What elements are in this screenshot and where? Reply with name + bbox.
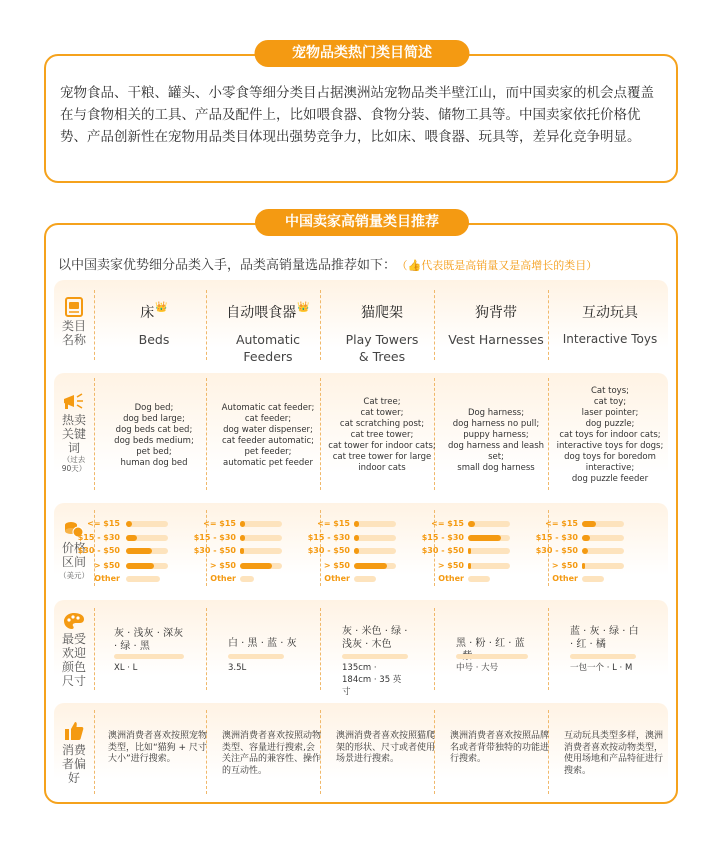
popular-colors: 白 · 黑 · 蓝 · 灰: [228, 638, 297, 649]
category-name-en: Interactive Toys: [562, 332, 658, 346]
keyword: dog bed large;: [123, 414, 185, 424]
category-name-en: Play Towers & Trees: [345, 332, 419, 364]
price-bar: [354, 535, 396, 541]
keyword: dog beds cat bed;: [115, 425, 193, 435]
price-bar: [126, 535, 168, 541]
crown-icon: 👑: [297, 302, 310, 313]
category-name-cn-text: 互动玩具: [582, 305, 638, 321]
divider: [434, 608, 435, 690]
keyword: interactive toys for dogs;: [556, 441, 664, 451]
price-bar: [240, 535, 282, 541]
price-bar-fill: [582, 535, 590, 541]
consumer-preference: 澳洲消费者喜欢按照猫爬架的形状、尺寸或者使用场景进行搜索。: [336, 731, 436, 764]
consumer-preference: 澳洲消费者喜欢按照动物类型、容量进行搜索,会关注产品的兼容性、操作的互动性。: [222, 731, 322, 776]
recommend-title: 中国卖家高销量类目推荐: [255, 209, 469, 236]
category-name-cn-text: 狗背带: [475, 305, 517, 321]
keyword: dog toys for boredom interactive;: [564, 452, 656, 473]
price-bar: [126, 576, 160, 582]
price-bar-fill: [582, 548, 588, 554]
divider: [320, 608, 321, 690]
price-bar: [582, 535, 624, 541]
price-range-text: > $50: [93, 561, 120, 570]
popular-colors: 黑 · 粉 · 红 · 蓝: [456, 638, 525, 649]
divider: [206, 608, 207, 690]
popular-colors: 灰 · 米色 · 绿 · 浅灰 · 木色: [342, 626, 408, 650]
keyword: dog harness and leash set;: [447, 441, 545, 462]
keyword: Dog bed;: [134, 403, 174, 413]
price-range-text: $15 - $30: [193, 533, 236, 542]
category-name-cn: [326, 302, 438, 322]
keyword: dog harness no pull;: [452, 419, 540, 429]
crown-icon: 👑: [155, 302, 168, 313]
hot-keywords: [326, 397, 438, 474]
price-range-text: Other: [324, 574, 350, 583]
price-range-text: Other: [438, 574, 464, 583]
hot-keywords: [98, 403, 210, 469]
keyword: puppy harness;: [463, 430, 529, 440]
keyword: cat toy;: [593, 397, 627, 407]
price-range-text: <= $15: [87, 519, 120, 528]
category-name-cn-text: 床: [140, 305, 155, 321]
price-range-text: > $50: [437, 561, 464, 570]
price-range-text: <= $15: [431, 519, 464, 528]
category-title: [98, 302, 210, 348]
keyword: dog water dispenser;: [223, 425, 313, 435]
popular-size: 135cm · 184cm · 35 英寸: [342, 663, 402, 697]
price-range-text: $30 - $50: [77, 546, 120, 555]
popular-size: 3.5L: [228, 663, 247, 673]
divider: [94, 290, 95, 360]
hot-keywords: [212, 403, 324, 469]
price-range-text: Other: [210, 574, 236, 583]
price-bar-fill: [354, 563, 387, 569]
megaphone-icon: [62, 393, 86, 411]
keyword: dog puzzle;: [585, 419, 635, 429]
size-divider: [456, 654, 528, 659]
category-title: [326, 302, 438, 365]
price-bar: [354, 563, 396, 569]
pref-label-text: 消费者偏好: [62, 743, 87, 785]
divider: [548, 608, 549, 690]
price-bar-fill: [240, 563, 272, 569]
size-divider: [342, 654, 408, 659]
keyword: Automatic cat feeder;: [221, 403, 315, 413]
price-bar-fill: [582, 521, 596, 527]
keyword: cat tree tower;: [350, 430, 414, 440]
price-range-text: $15 - $30: [307, 533, 350, 542]
keyword: cat feeder automatic;: [221, 436, 315, 446]
category-name-en: Vest Harnesses: [448, 332, 544, 347]
price-bar-fill: [468, 535, 501, 541]
lead-note: （👍代表既是高销量又是高增长的类目）: [402, 259, 598, 272]
overview-text: 宠物食品、干粮、罐头、小零食等细分类目占据澳洲站宠物品类半壁江山，而中国卖家的机会点覆盖在与食物相关的工具、产品及配件上，比如喂食器、食物分装、储物工具等。中国卖家依托价格优势、产品创新性在宠物用品类目体现出强势竞争力，比如床、喂食器、玩具等，差异化竞争明显。: [60, 85, 654, 145]
price-bar: [468, 576, 490, 582]
popular-size: 中号 · 大号: [456, 663, 499, 673]
price-bar-fill: [126, 563, 154, 569]
price-bar-fill: [354, 535, 359, 541]
keyword: cat tower;: [360, 408, 404, 418]
price-bar-fill: [468, 548, 471, 554]
price-bar-fill: [126, 535, 137, 541]
keyword: dog puzzle feeder: [571, 474, 649, 484]
price-bar-fill: [468, 521, 475, 527]
recommend-lead: [58, 254, 597, 273]
divider: [94, 710, 95, 794]
price-bar: [468, 535, 510, 541]
price-range-text: > $50: [209, 561, 236, 570]
price-bar: [354, 576, 376, 582]
keyword: cat toys for indoor cats;: [559, 430, 661, 440]
price-range-text: $15 - $30: [421, 533, 464, 542]
price-bar-fill: [582, 563, 585, 569]
price-bar: [582, 563, 624, 569]
price-bar: [240, 548, 282, 554]
pref-label: [55, 721, 93, 785]
keyword: pet feeder;: [244, 447, 292, 457]
price-label-text: 价格区间: [62, 541, 87, 569]
price-bar: [354, 548, 396, 554]
price-bar-fill: [126, 521, 132, 527]
price-range-text: Other: [552, 574, 578, 583]
size-divider: [570, 654, 636, 659]
document-icon: [65, 297, 83, 317]
keyword: laser pointer;: [581, 408, 639, 418]
keywords-label-sub: （过去90天）: [61, 455, 87, 473]
price-bar: [126, 563, 168, 569]
price-range-text: $30 - $50: [535, 546, 578, 555]
price-bar-fill: [354, 521, 359, 527]
consumer-preference: 澳洲消费者喜欢按照宠物类型，比如“猫狗 + 尺寸大小”进行搜索。: [108, 731, 208, 764]
price-bar-fill: [240, 548, 244, 554]
price-bar: [126, 521, 168, 527]
category-name-cn: [440, 302, 552, 322]
price-bar: [126, 548, 168, 554]
price-range-text: $30 - $50: [193, 546, 236, 555]
overview-title: 宠物品类热门类目简述: [255, 40, 470, 67]
price-range-text: $15 - $30: [535, 533, 578, 542]
price-bar: [468, 563, 510, 569]
price-range-text: > $50: [551, 561, 578, 570]
keyword: dog beds medium;: [114, 436, 194, 446]
category-name-cn: [98, 302, 210, 322]
category-name-cn: [212, 302, 324, 322]
price-bar: [240, 576, 254, 582]
price-range-text: $30 - $50: [307, 546, 350, 555]
size-divider: [114, 654, 184, 659]
price-bar: [582, 521, 624, 527]
popular-size: 一包一个 · L · M: [570, 663, 633, 673]
price-bar: [240, 563, 282, 569]
price-bar: [582, 548, 624, 554]
keyword: Cat tree;: [363, 397, 401, 407]
colors-label: [55, 612, 93, 688]
category-name-en: Automatic Feeders: [235, 332, 301, 364]
category-label: [55, 297, 93, 347]
category-title: [212, 302, 324, 365]
keyword: cat feeder;: [244, 414, 292, 424]
price-bar-fill: [240, 521, 245, 527]
divider: [94, 608, 95, 690]
keyword: Cat toys;: [590, 386, 630, 396]
price-range-text: <= $15: [203, 519, 236, 528]
price-bar: [354, 521, 396, 527]
price-range-text: <= $15: [545, 519, 578, 528]
category-name-cn: [554, 302, 666, 322]
price-bar: [468, 521, 510, 527]
palette-icon: [63, 612, 85, 630]
colors-label-text: 最受欢迎颜色尺寸: [62, 632, 87, 688]
keyword: pet bed;: [136, 447, 172, 457]
price-range-text: $30 - $50: [421, 546, 464, 555]
divider: [94, 378, 95, 490]
price-bar-fill: [468, 563, 471, 569]
keyword: cat tower for indoor cats;: [328, 441, 436, 451]
price-bar-fill: [240, 535, 245, 541]
keyword: human dog bed: [120, 458, 188, 468]
overview-section: [44, 54, 678, 183]
price-range-text: $15 - $30: [77, 533, 120, 542]
category-title: [554, 302, 666, 348]
category-title: [440, 302, 552, 348]
popular-colors: 蓝 · 灰 · 绿 · 白 · 红 · 橘: [570, 626, 639, 650]
consumer-preference: 澳洲消费者喜欢按照品牌名或者背带独特的功能进行搜索。: [450, 731, 550, 764]
price-range-text: <= $15: [317, 519, 350, 528]
lead-text: 以中国卖家优势细分品类入手，品类高销量选品推荐如下：: [58, 258, 397, 273]
category-name-en: Beds: [138, 332, 170, 347]
popular-colors: 灰 · 浅灰 · 深灰 · 绿 · 黑: [114, 628, 184, 652]
keyword: cat tree tower for large indoor cats: [332, 452, 432, 473]
size-divider: [228, 654, 284, 659]
keyword: automatic pet feeder: [223, 458, 313, 468]
consumer-preference: 互动玩具类型多样，澳洲消费者喜欢按动物类型，使用场地和产品特征进行搜索。: [564, 731, 664, 776]
keyword: small dog harness: [457, 463, 535, 473]
price-range-text: > $50: [323, 561, 350, 570]
thumbs-up-icon: [64, 721, 84, 741]
popular-size: XL · L: [114, 663, 138, 673]
price-range-text: Other: [94, 574, 120, 583]
keyword: Dog harness;: [467, 408, 525, 418]
category-label-text: 类目名称: [62, 319, 87, 347]
keyword: cat scratching post;: [339, 419, 425, 429]
price-bar-fill: [354, 548, 359, 554]
price-bar: [468, 548, 510, 554]
price-label-sub: （美元）: [59, 571, 89, 580]
keywords-label-text: 热卖关键词: [62, 413, 87, 455]
price-bar: [240, 521, 282, 527]
category-name-cn-text: 自动喂食器: [226, 305, 297, 321]
keywords-label: [55, 393, 93, 473]
hot-keywords: [440, 408, 552, 474]
price-bar: [582, 576, 604, 582]
hot-keywords: [554, 386, 666, 485]
category-name-cn-text: 猫爬架: [361, 305, 403, 321]
price-bar-fill: [126, 548, 152, 554]
